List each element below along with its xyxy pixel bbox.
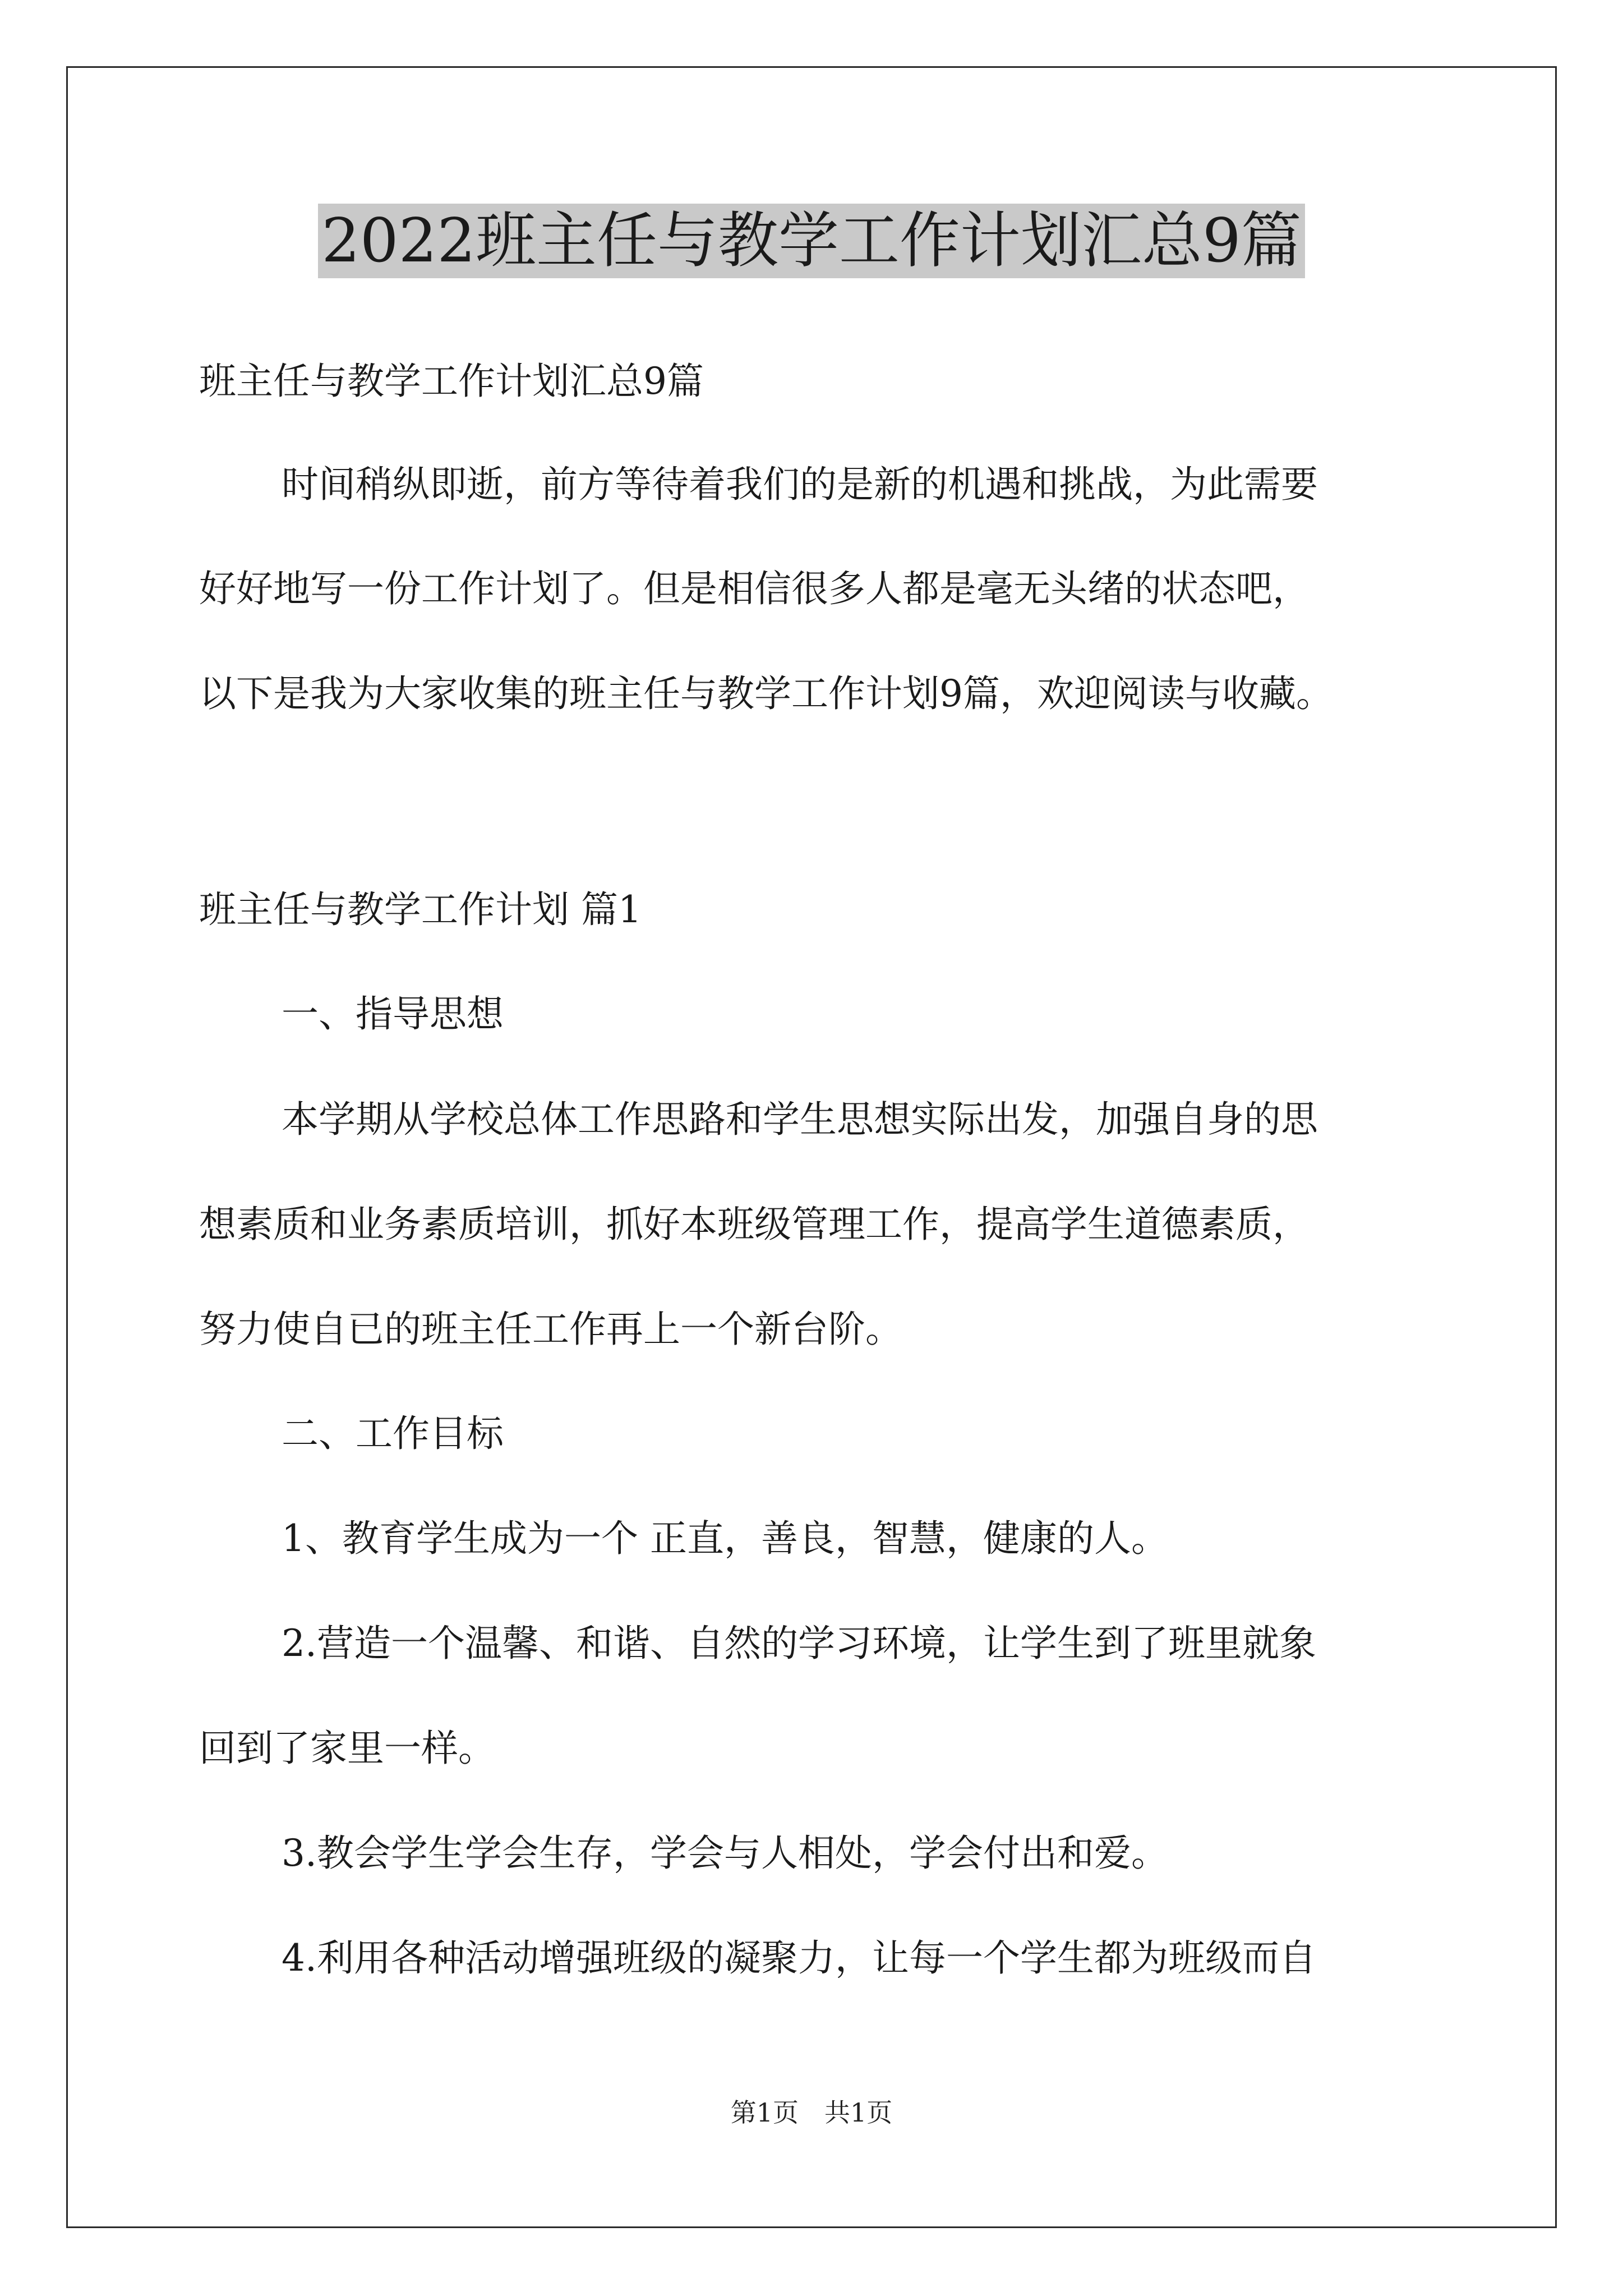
paragraph-line: 时间稍纵即逝，前方等待着我们的是新的机遇和挑战，为此需要	[282, 463, 1318, 506]
paragraph-line: 以下是我为大家收集的班主任与教学工作计划9篇，欢迎阅读与收藏。	[199, 672, 1333, 715]
page-footer: 第1页 共1页	[730, 2097, 893, 2128]
subtitle-line: 班主任与教学工作计划汇总9篇	[199, 360, 704, 403]
section-heading: 班主任与教学工作计划 篇1	[199, 888, 642, 931]
list-item: 4.利用各种活动增强班级的凝聚力，让每一个学生都为班级而自	[282, 1936, 1316, 1980]
list-item: 2.营造一个温馨、和谐、自然的学习环境，让学生到了班里就象	[282, 1622, 1316, 1665]
paragraph-line: 好好地写一份工作计划了。但是相信很多人都是毫无头绪的状态吧，	[199, 567, 1310, 610]
list-item-continued: 回到了家里一样。	[199, 1727, 495, 1770]
subheading-line: 二、工作目标	[282, 1412, 504, 1455]
subheading-line: 一、指导思想	[282, 992, 504, 1036]
paragraph-line: 努力使自已的班主任工作再上一个新台阶。	[199, 1308, 902, 1351]
list-item: 1、教育学生成为一个 正直，善良，智慧，健康的人。	[282, 1517, 1168, 1560]
title-text: 2022班主任与教学工作计划汇总9篇	[318, 204, 1305, 278]
paragraph-line: 想素质和业务素质培训，抓好本班级管理工作，提高学生道德素质，	[199, 1203, 1310, 1246]
paragraph-line: 本学期从学校总体工作思路和学生思想实际出发，加强自身的思	[282, 1098, 1318, 1141]
list-item: 3.教会学生学会生存，学会与人相处，学会付出和爱。	[282, 1832, 1168, 1875]
document-title	[0, 205, 1623, 278]
